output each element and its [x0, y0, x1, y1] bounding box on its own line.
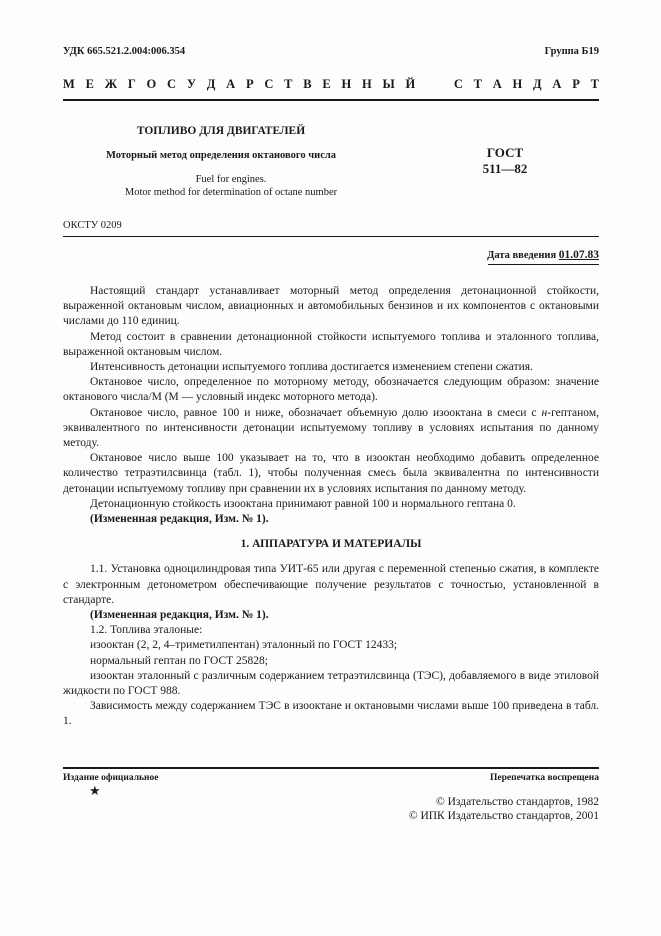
document-body — [63, 284, 599, 730]
paragraph: Интенсивность детонации испытуемого топлива достигается изменением степени сжатия. — [90, 361, 533, 374]
banner-letter: Ы — [382, 77, 395, 91]
banner-letter: Т — [590, 77, 599, 91]
banner-letter: Д — [533, 77, 542, 91]
introduction-date-label: Дата введения — [487, 250, 559, 261]
banner-letter: О — [146, 77, 157, 91]
banner-letter: Ж — [104, 77, 118, 91]
banner-letter: А — [492, 77, 502, 91]
document-subtitle: Моторный метод определения октанового числа — [105, 150, 337, 161]
english-title — [63, 173, 399, 199]
banner-letter: Р — [572, 77, 580, 91]
banner-letter: Н — [512, 77, 523, 91]
banner-letter: Т — [284, 77, 293, 91]
revision-note: (Измененная редакция, Изм. № 1). — [90, 513, 269, 526]
star-icon: ★ — [89, 783, 101, 798]
paragraph-italic: н — [541, 406, 548, 419]
banner-letter: С — [167, 77, 177, 91]
banner-letter: Д — [206, 77, 216, 91]
paragraph — [63, 406, 599, 452]
banner-letter: С — [453, 77, 463, 91]
date-rule — [488, 264, 599, 265]
banner-letter: М — [63, 77, 75, 91]
gost-label: ГОСТ — [486, 145, 524, 160]
paragraph-text: -гептаном, эквивалентного по интенсивности детонации испытуемому топливу в условиях испытания по данному методу. — [63, 406, 599, 450]
document-title: ТОПЛИВО ДЛЯ ДВИГАТЕЛЕЙ — [136, 125, 306, 137]
paragraph-text: Октановое число, равное 100 и ниже, обозначает объемную долю изооктана в смеси с — [90, 406, 542, 419]
banner-letter: А — [552, 77, 562, 91]
official-edition: Издание официальное — [63, 773, 159, 783]
paragraph: 1.1. Установка одноцилиндровая типа УИТ-65 или другая с переменной степенью сжатия, в комплекте с электронным детонометром обеспечивающие получение результатов с точностью, установленной в стандарте. — [63, 563, 599, 606]
paragraph: Настоящий стандарт устанавливает моторный метод определения детонационной стойкости, выраженной октановым числом, авиационных и автомобильных бензинов и их компонентов с октановыми числами до 110 единиц. — [63, 285, 599, 328]
title-block-rule — [63, 236, 599, 237]
paragraph: Зависимость между содержанием ТЭС в изооктане и октановыми числами выше 100 приведена в табл. 1. — [63, 700, 599, 728]
paragraph: Октановое число выше 100 указывает на то, что в изооктан необходимо добавить определенное количество тетраэтилсвинца (табл. 1), чтобы полученная смесь была эквивалентна по интенсивности детонации испытуемому топливу при сравнении их в условиях испытания по данному методу. — [63, 452, 599, 495]
banner-letter: Т — [473, 77, 482, 91]
reprint-notice: Перепечатка воспрещена — [489, 773, 599, 783]
revision-note: (Измененная редакция, Изм. № 1). — [90, 609, 269, 622]
banner-letter: С — [264, 77, 274, 91]
english-title-line2: Motor method for determination of octane number — [124, 187, 338, 198]
banner-letter: Й — [405, 77, 416, 91]
interstate-standard-banner — [63, 77, 599, 92]
banner-letter: Г — [127, 77, 136, 91]
banner-letter — [426, 77, 429, 92]
banner-letter: У — [186, 77, 197, 91]
english-title-line1: Fuel for engines. — [195, 174, 267, 185]
banner-letter: Н — [362, 77, 372, 91]
group-code: Группа Б19 — [544, 46, 599, 57]
footer-rule — [63, 767, 599, 769]
banner-letter: Р — [245, 77, 254, 91]
introduction-date-value: 01.07.83 — [558, 249, 599, 261]
copyright-2001: © ИПК Издательство стандартов, 2001 — [408, 810, 599, 822]
banner-letter: В — [303, 77, 312, 91]
copyright-1982: © Издательство стандартов, 1982 — [435, 796, 599, 808]
banner-letter: А — [226, 77, 236, 91]
header-rule — [63, 99, 599, 101]
banner-letter: Е — [85, 77, 94, 91]
banner-letter — [440, 77, 443, 92]
section-heading: 1. АППАРАТУРА И МАТЕРИАЛЫ — [240, 538, 422, 551]
paragraph: нормальный гептан по ГОСТ 25828; — [90, 654, 269, 667]
paragraph: Детонационную стойкость изооктана принимают равной 100 и нормального гептана 0. — [90, 497, 516, 510]
banner-letter: Е — [322, 77, 331, 91]
paragraph: изооктан (2, 2, 4–триметилпентан) эталонный по ГОСТ 12433; — [90, 639, 398, 652]
gost-number: 511—82 — [482, 161, 528, 176]
gost-designation — [460, 145, 550, 177]
paragraph: Октановое число, определенное по моторному методу, обозначается следующим образом: значение октанового числа/М (М — условный индекс моторного метода). — [63, 376, 599, 404]
introduction-date — [487, 249, 599, 261]
paragraph: 1.2. Топлива эталоные: — [90, 624, 203, 637]
udk-code: УДК 665.521.2.004:006.354 — [63, 46, 186, 57]
oksty-code: ОКСТУ 0209 — [63, 220, 122, 231]
banner-letter: Н — [341, 77, 352, 91]
paragraph: изооктан эталонный с различным содержанием тетраэтилсвинца (ТЭС), добавляемого в виде этиловой жидкости по ГОСТ 988. — [63, 669, 599, 698]
paragraph: Метод состоит в сравнении детонационной стойкости испытуемого топлива и эталонного топлива, выраженной октановым числом. — [63, 330, 599, 358]
